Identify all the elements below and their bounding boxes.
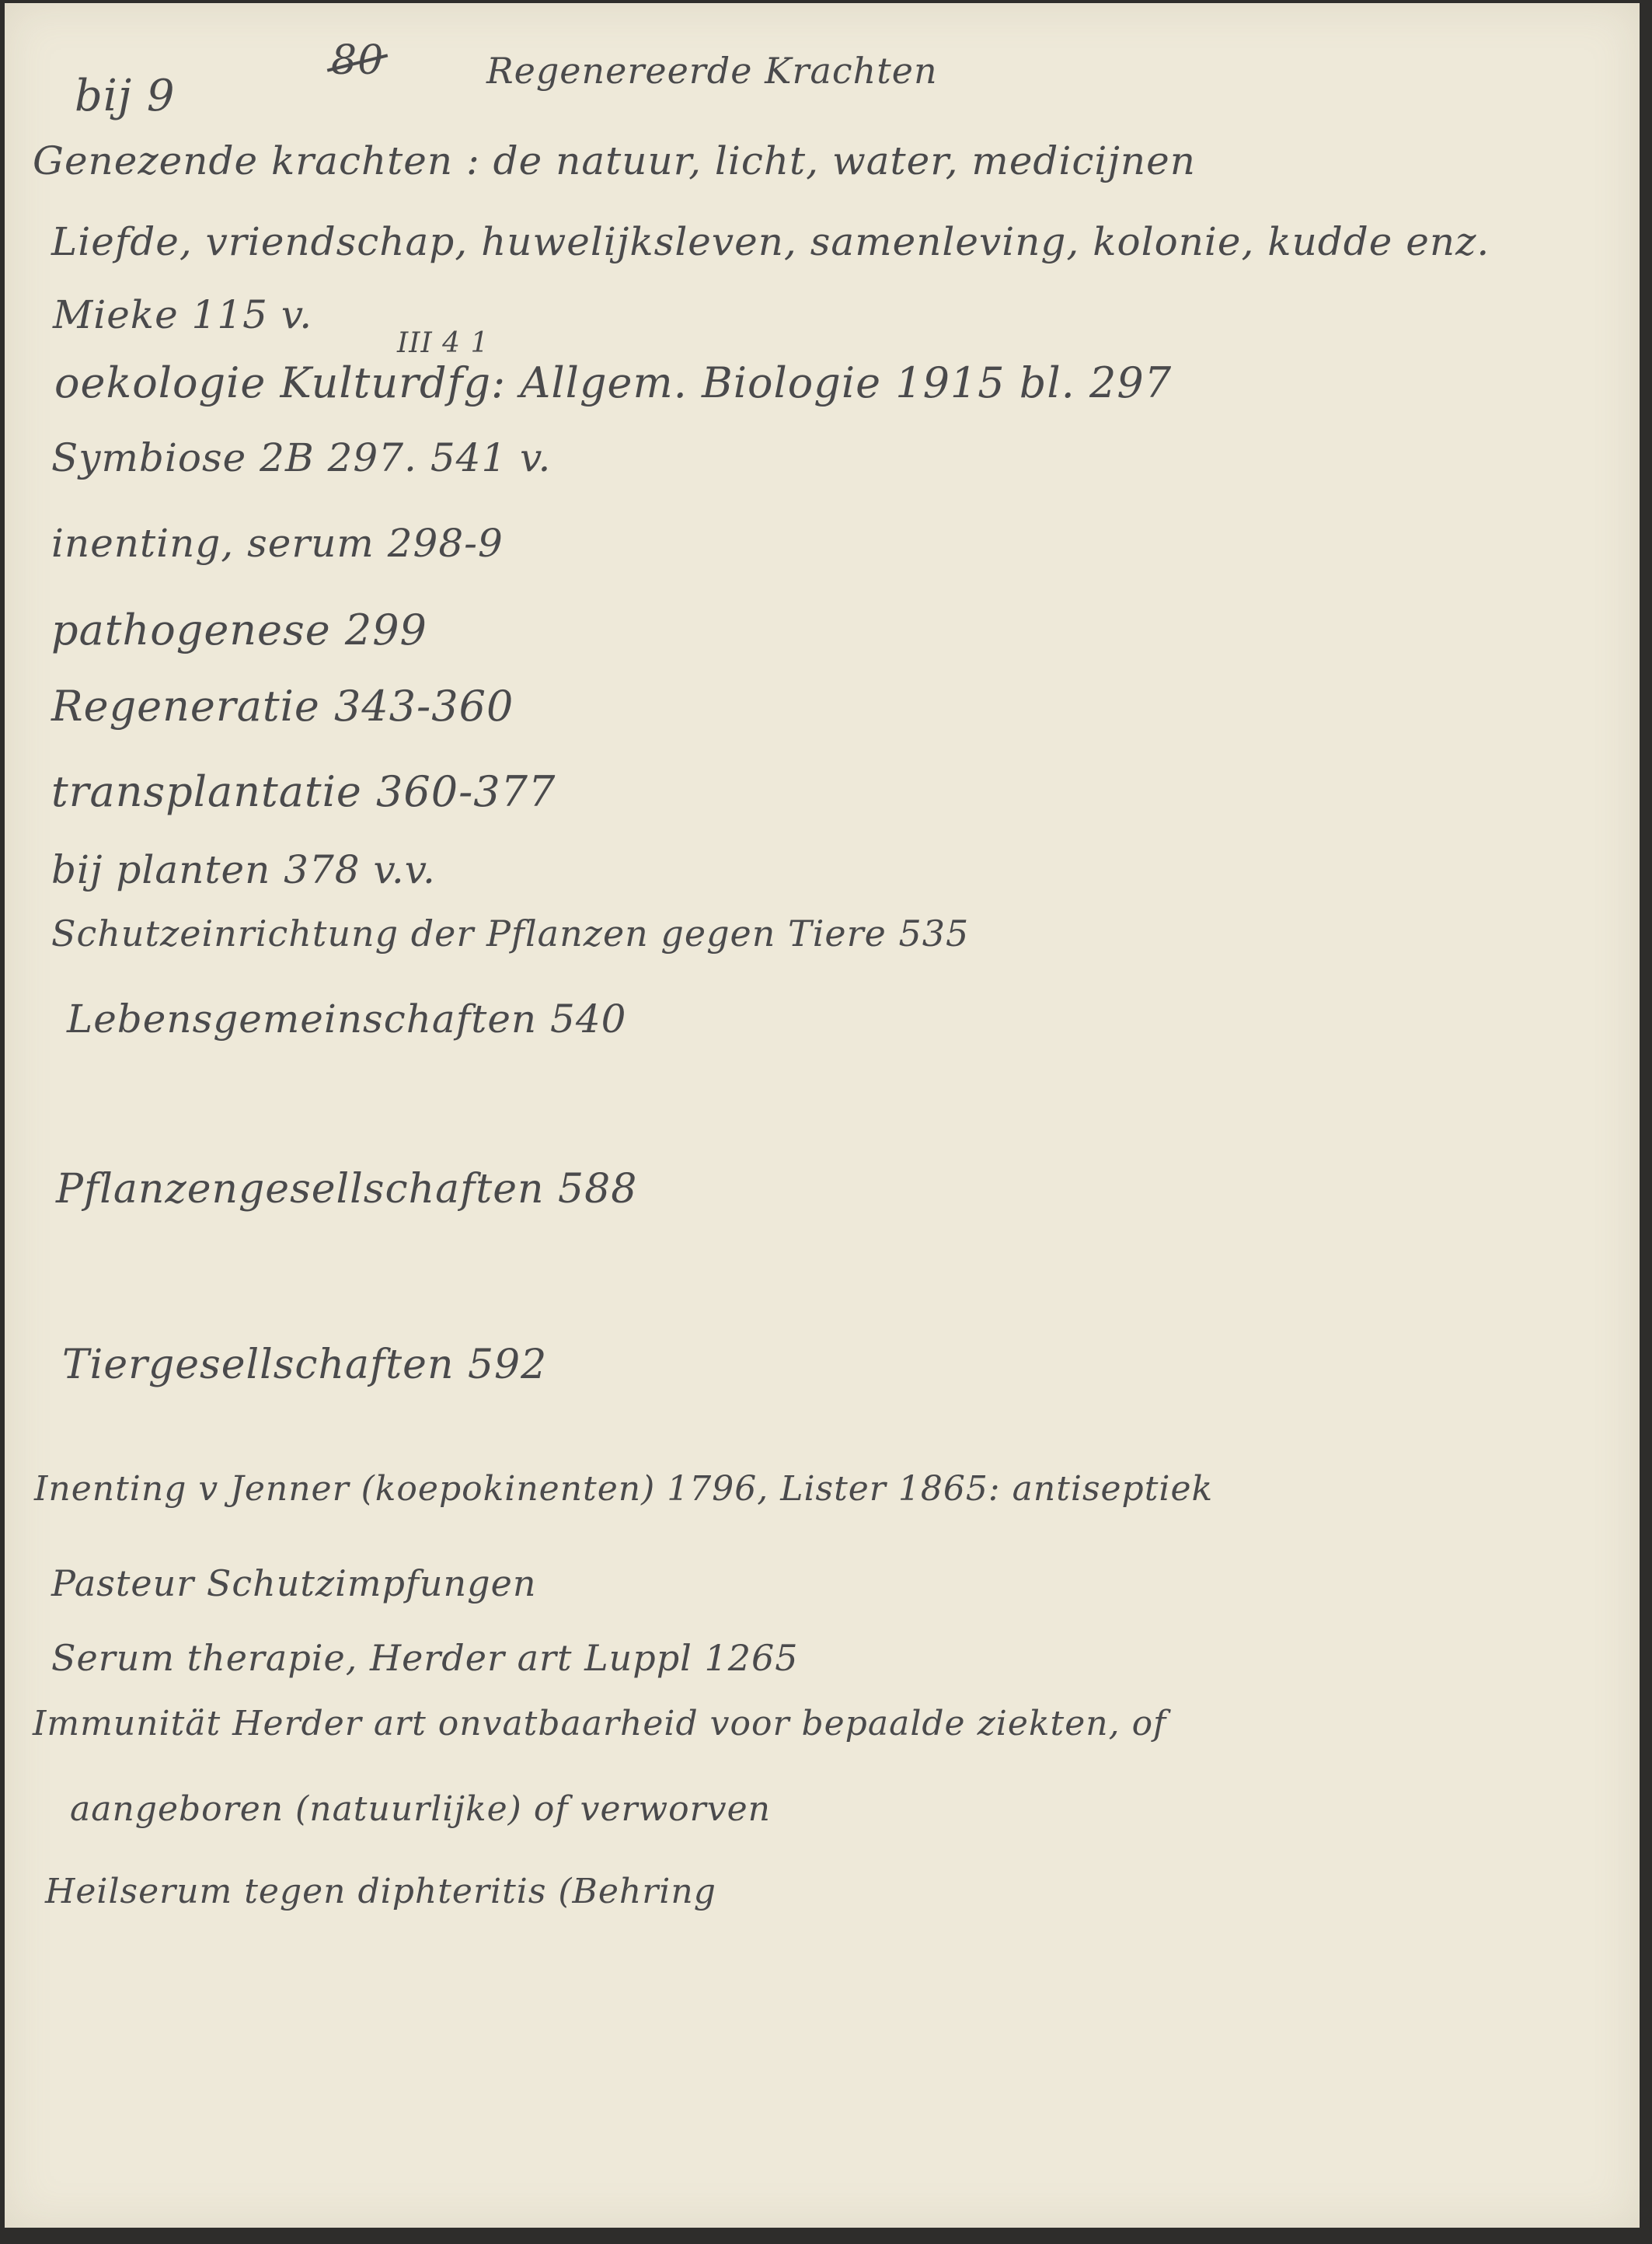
note-line: Heilserum tegen diphteritis (Behring (45, 1872, 716, 1911)
note-title: Regenereerde Krachten (486, 50, 938, 92)
note-line: Genezende krachten : de natuur, licht, water, medicijnen (33, 138, 1196, 183)
superscript-note: III 4 1 (397, 327, 490, 359)
note-line: oekologie Kulturdfg: Allgem. Biologie 1915 bl. 297 (54, 358, 1173, 407)
note-line: Immunität Herder art onvatbaarheid voor bepaalde ziekten, of (33, 1704, 1167, 1743)
note-line: Mieke 115 v. (53, 292, 313, 337)
note-line: Liefde, vriendschap, huwelijksleven, samenleving, kolonie, kudde enz. (51, 219, 1490, 264)
note-line: Pflanzengesellschaften 588 (56, 1166, 638, 1213)
note-line: Tiergesellschaften 592 (62, 1342, 548, 1388)
note-line: aangeboren (natuurlijke) of verworven (70, 1789, 771, 1829)
note-line: Schutzeinrichtung der Pflanzen gegen Tiere 535 (51, 913, 970, 954)
note-line: Serum therapie, Herder art Luppl 1265 (51, 1637, 799, 1679)
note-line: transplantatie 360-377 (51, 767, 556, 816)
note-line: Lebensgemeinschaften 540 (67, 996, 627, 1042)
note-line: inenting, serum 298-9 (51, 521, 504, 566)
note-line: Regeneratie 343-360 (51, 682, 514, 731)
note-line: pathogenese 299 (51, 605, 427, 654)
struck-number: 80 (331, 37, 385, 84)
note-line: Symbiose 2B 297. 541 v. (51, 435, 552, 480)
note-line: Inenting v Jenner (koepokinenten) 1796, Lister 1865: antiseptiek (34, 1469, 1214, 1509)
page-reference: bij 9 (75, 71, 176, 121)
note-line: bij planten 378 v.v. (51, 847, 436, 892)
note-line: Pasteur Schutzimpfungen (51, 1562, 537, 1604)
manuscript-page (5, 3, 1640, 2228)
